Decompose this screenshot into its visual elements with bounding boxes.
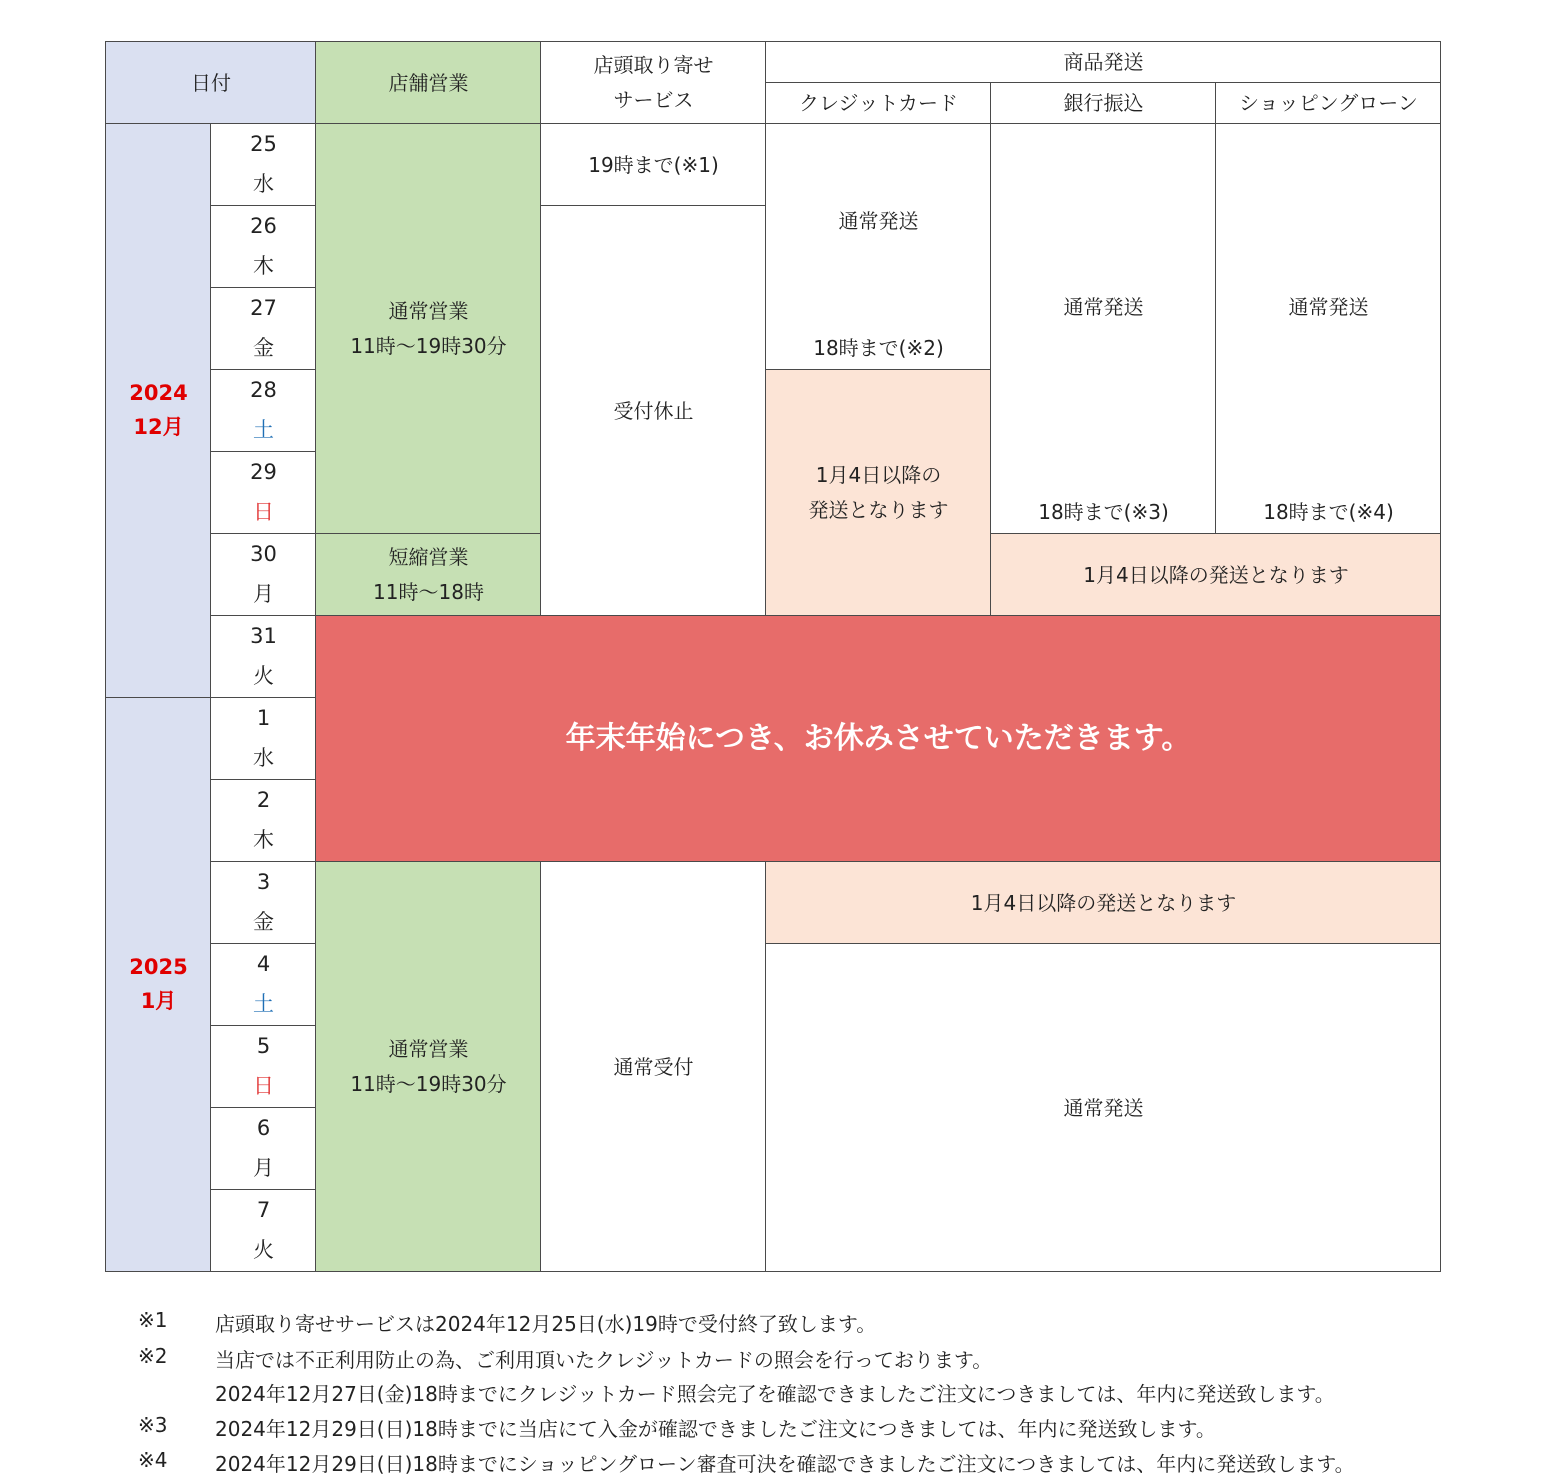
header-order-service: 店頭取り寄せ サービス: [593, 53, 714, 112]
day-weekday: 月: [253, 582, 274, 606]
grid-line: [315, 861, 541, 862]
day-number: 7: [256, 1198, 271, 1223]
grid-line: [210, 1107, 316, 1108]
loan-normal: 通常発送: [1288, 294, 1369, 319]
day-weekday: 日: [253, 1074, 274, 1098]
day-cell: [211, 1190, 316, 1272]
day-cell: [211, 698, 316, 780]
day-cell: [211, 1026, 316, 1108]
grid-line: [765, 943, 1441, 944]
month-2025-01: 2025 1月: [106, 698, 211, 1272]
grid-line: [315, 615, 541, 616]
store-normal-jan: 通常営業 11時～19時30分: [316, 862, 541, 1272]
grid-line: [540, 861, 541, 1272]
note-1-text: 店頭取り寄せサービスは2024年12月25日(水)19時で受付終了致します。: [215, 1312, 877, 1336]
note-2-text-line1: 当店では不正利用防止の為、ご利用頂いたクレジットカードの照会を行っております。: [215, 1348, 993, 1372]
day-cell: [211, 370, 316, 452]
grid-line: [210, 451, 316, 452]
day-number: 4: [256, 952, 271, 977]
note-3-text: 2024年12月29日(日)18時までに当店にて入金が確認できましたご注文につきましては、年内に発送致します。: [215, 1417, 1216, 1441]
day-weekday: 水: [253, 746, 274, 770]
grid-line: [765, 82, 1441, 83]
note-3-mark: ※3: [138, 1413, 168, 1437]
day-cell: [211, 452, 316, 534]
grid-line: [105, 123, 1441, 124]
grid-line: [210, 1025, 316, 1026]
order-normal: 通常受付: [613, 1054, 694, 1079]
credit-after: 1月4日以降の 発送となります: [766, 370, 991, 616]
day-number: 2: [256, 788, 271, 813]
note-4-mark: ※4: [138, 1448, 168, 1472]
day-weekday: 火: [253, 664, 274, 688]
day-cell: [211, 944, 316, 1026]
grid-line: [210, 205, 316, 206]
grid-line: [765, 861, 766, 1272]
header-date: 日付: [106, 42, 316, 124]
day-weekday: 木: [253, 254, 274, 278]
grid-line: [540, 861, 766, 862]
note-1-mark: ※1: [138, 1308, 168, 1332]
day-weekday: 金: [253, 336, 274, 360]
day-cell: [211, 124, 316, 206]
header-store: 店舗営業: [316, 42, 541, 124]
day-weekday: 日: [253, 500, 274, 524]
order-suspended: 受付休止: [613, 398, 694, 423]
day-weekday: 水: [253, 172, 274, 196]
grid-line: [105, 1271, 1441, 1272]
day-cell: [211, 780, 316, 862]
grid-line: [210, 697, 316, 698]
grid-line: [210, 779, 316, 780]
day-number: 26: [250, 214, 277, 239]
grid-line: [315, 533, 541, 534]
grid-line: [210, 1189, 316, 1190]
day-weekday: 金: [253, 910, 274, 934]
day-cell: [211, 288, 316, 370]
day-number: 29: [250, 460, 277, 485]
day-number: 31: [250, 624, 277, 649]
day-cell: [211, 534, 316, 616]
bank-normal: 通常発送: [1063, 294, 1144, 319]
note-2-mark: ※2: [138, 1344, 168, 1368]
header-loan: ショッピングローン: [1239, 91, 1418, 115]
day-cell: [211, 862, 316, 944]
day-weekday: 土: [253, 992, 274, 1016]
day-number: 6: [256, 1116, 271, 1141]
grid-line: [990, 82, 991, 616]
grid-line: [765, 369, 991, 370]
header-credit: クレジットカード: [799, 91, 958, 115]
day-number: 1: [256, 706, 271, 731]
note-4-text: 2024年12月29日(日)18時までにショッピングローン審査可決を確認できましたご注文につきましては、年内に発送致します。: [215, 1452, 1355, 1476]
day-weekday: 土: [253, 418, 274, 442]
day-number: 5: [256, 1034, 271, 1059]
grid-line: [765, 41, 766, 616]
day-cell: [211, 1108, 316, 1190]
day-weekday: 木: [253, 828, 274, 852]
bank-until: 18時まで(※3): [1038, 499, 1169, 524]
bank-loan-after: 1月4日以降の発送となります: [991, 534, 1441, 616]
grid-line: [540, 205, 766, 206]
grid-line: [315, 41, 316, 1272]
order-until: 19時まで(※1): [588, 152, 719, 177]
month-2024-12: 2024 12月: [106, 124, 211, 698]
grid-line: [210, 287, 316, 288]
day-weekday: 月: [253, 1156, 274, 1180]
closed-banner: 年末年始につき、お休みさせていただきます。: [316, 616, 1441, 862]
day-cell: [211, 616, 316, 698]
credit-normal: 通常発送: [838, 209, 919, 233]
jan-after: 1月4日以降の発送となります: [766, 862, 1441, 944]
day-number: 28: [250, 378, 277, 403]
grid-line: [210, 369, 316, 370]
grid-line: [105, 41, 106, 1272]
day-number: 25: [250, 132, 277, 157]
day-weekday: 火: [253, 1238, 274, 1262]
store-short-hours: 短縮営業 11時～18時: [316, 534, 541, 616]
store-normal-dec: 通常営業 11時～19時30分: [316, 124, 541, 534]
jan-normal: 通常発送: [1063, 1095, 1144, 1120]
grid-line: [990, 615, 1441, 616]
header-shipping: 商品発送: [1063, 50, 1144, 74]
grid-line: [1440, 41, 1441, 1272]
day-number: 3: [256, 870, 271, 895]
grid-line: [1215, 82, 1216, 534]
grid-line: [540, 615, 766, 616]
credit-until: 18時まで(※2): [813, 335, 944, 360]
day-cell: [211, 206, 316, 288]
header-bank: 銀行振込: [1063, 91, 1144, 115]
grid-line: [210, 943, 316, 944]
grid-line: [210, 615, 316, 616]
grid-line: [540, 41, 541, 616]
loan-until: 18時まで(※4): [1263, 499, 1394, 524]
grid-line: [990, 533, 1441, 534]
grid-line: [210, 533, 316, 534]
day-number: 27: [250, 296, 277, 321]
grid-line: [765, 861, 1441, 862]
note-2-text-line2: 2024年12月27日(金)18時までにクレジットカード照会完了を確認できましたご注文につきましては、年内に発送致します。: [215, 1382, 1335, 1406]
grid-line: [765, 615, 991, 616]
grid-line: [105, 41, 1441, 42]
grid-line: [210, 861, 316, 862]
day-number: 30: [250, 542, 277, 567]
